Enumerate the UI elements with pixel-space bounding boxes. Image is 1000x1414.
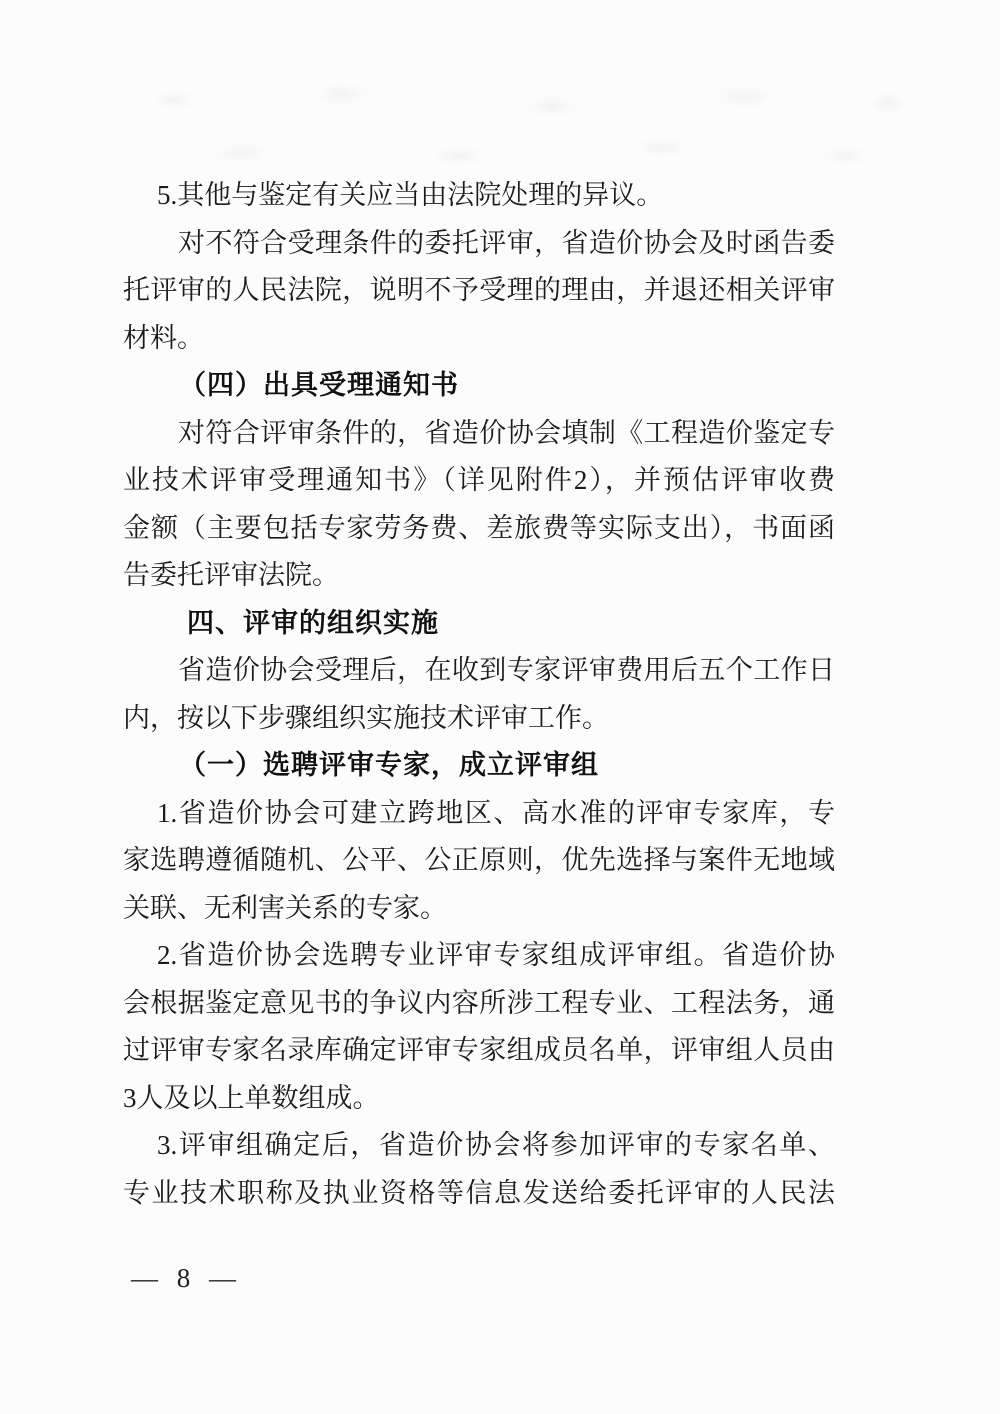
- document-body: [123, 172, 835, 1217]
- text-line: 托评审的人民法院，说明不予受理的理由，并退还相关评审: [123, 275, 835, 305]
- section-heading: （四）出具受理通知书: [179, 370, 459, 400]
- text-line: 金额（主要包括专家劳务费、差旅费等实际支出），书面函: [123, 512, 835, 543]
- text-line: 材料。: [123, 322, 204, 353]
- text-line: 告委托评审法院。: [123, 560, 339, 590]
- text-line: 关联、无利害关系的专家。: [123, 892, 447, 923]
- text-line: 3人及以上单数组成。: [123, 1082, 380, 1113]
- text-line: 省造价协会受理后，在收到专家评审费用后五个工作日: [178, 655, 835, 685]
- text-line: 3.评审组确定后，省造价协会将参加评审的专家名单、: [157, 1130, 835, 1160]
- text-line: 5.其他与鉴定有关应当由法院处理的异议。: [157, 180, 664, 210]
- text-line: 对符合评审条件的，省造价协会填制《工程造价鉴定专: [178, 417, 835, 448]
- scan-bleedthrough-artifact: [90, 70, 930, 130]
- text-line: 1.省造价协会可建立跨地区、高水准的评审专家库，专: [157, 797, 835, 828]
- text-line: 家选聘遵循随机、公平、公正原则，优先选择与案件无地域: [123, 845, 835, 875]
- text-line: 过评审专家名录库确定评审专家组成员名单，评审组人员由: [123, 1035, 835, 1065]
- page-number: — 8 —: [131, 1263, 242, 1293]
- text-line: 会根据鉴定意见书的争议内容所涉工程专业、工程法务，通: [123, 987, 835, 1018]
- text-line: 2.省造价协会选聘专业评审专家组成评审组。省造价协: [157, 940, 835, 970]
- section-heading: （一）选聘评审专家，成立评审组: [179, 750, 599, 780]
- text-line: 内，按以下步骤组织实施技术评审工作。: [123, 702, 609, 733]
- chapter-heading: 四、评审的组织实施: [187, 607, 439, 638]
- text-line: 专业技术职称及执业资格等信息发送给委托评审的人民法: [123, 1177, 835, 1208]
- text-line: 业技术评审受理通知书》（详见附件2），并预估评审收费: [123, 465, 835, 495]
- text-line: 对不符合受理条件的委托评审，省造价协会及时函告委: [178, 227, 835, 258]
